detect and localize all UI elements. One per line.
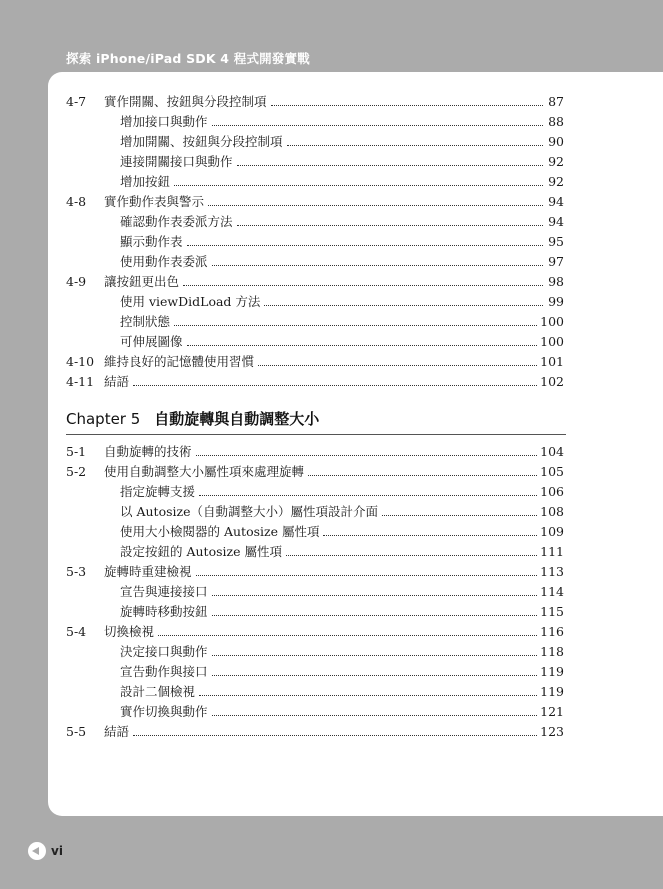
- toc-entry: [66, 658, 564, 678]
- toc-dot-leader: [287, 145, 543, 146]
- toc-entry-page: 119: [540, 683, 564, 699]
- toc-entry: [66, 718, 564, 738]
- toc-dot-leader: [237, 165, 543, 166]
- toc-entry-title: 顯示動作表: [120, 233, 183, 249]
- toc-entry-title: 使用動作表委派: [120, 253, 208, 269]
- toc-entry-number: 5-3: [66, 563, 87, 579]
- toc-entry-page: 111: [540, 543, 564, 559]
- toc-entry: [66, 438, 564, 458]
- toc-dot-leader: [158, 635, 537, 636]
- toc-entry-page: 95: [548, 233, 564, 249]
- toc-entry: [66, 368, 564, 388]
- running-header-title: 探索 iPhone/iPad SDK 4 程式開發實戰: [66, 51, 310, 66]
- toc-entry: [66, 458, 564, 478]
- toc-entry-page: 118: [540, 643, 564, 659]
- toc-entry: [66, 698, 564, 718]
- toc-dot-leader: [212, 675, 538, 676]
- toc-entry-title: 指定旋轉支援: [120, 483, 196, 499]
- toc-entry-title: 實作開關、按鈕與分段控制項: [104, 93, 267, 109]
- toc-dot-leader: [187, 245, 543, 246]
- toc-entry-number: 4-10: [66, 353, 95, 369]
- toc-entry: [66, 128, 564, 148]
- toc-entry: [66, 88, 564, 108]
- toc-section-chapter-4: [66, 88, 564, 388]
- toc-entry-number: 5-1: [66, 443, 87, 459]
- toc-dot-leader: [212, 615, 538, 616]
- toc-entry-title: 讓按鈕更出色: [104, 273, 180, 289]
- toc-entry-page: 115: [540, 603, 564, 619]
- toc-entry-title: 控制狀態: [120, 313, 171, 329]
- toc-entry: [66, 638, 564, 658]
- toc-entry: [66, 228, 564, 248]
- toc-entry-page: 87: [548, 93, 564, 109]
- toc-entry-page: 105: [540, 463, 564, 479]
- toc-dot-leader: [237, 225, 543, 226]
- toc-entry-page: 88: [548, 113, 564, 129]
- toc-entry-page: 119: [540, 663, 564, 679]
- toc-entry-title: 旋轉時重建檢視: [104, 563, 192, 579]
- toc-entry-number: 4-9: [66, 273, 87, 289]
- toc-entry-number: 4-8: [66, 193, 87, 209]
- toc-entry-page: 98: [548, 273, 564, 289]
- toc-entry-number: 5-4: [66, 623, 87, 639]
- toc-dot-leader: [264, 305, 543, 306]
- toc-entry-title: 使用自動調整大小屬性項來處理旋轉: [104, 463, 305, 479]
- page-number: vi: [51, 844, 63, 858]
- toc-entry-page: 114: [540, 583, 564, 599]
- toc-entry-page: 106: [540, 483, 564, 499]
- toc-entry: [66, 618, 564, 638]
- toc-entry-page: 94: [548, 213, 564, 229]
- toc-entry-title: 連接開關接口與動作: [120, 153, 233, 169]
- back-arrow-icon: [28, 842, 46, 860]
- toc-dot-leader: [196, 575, 538, 576]
- toc-entry: [66, 308, 564, 328]
- toc-entry-page: 109: [540, 523, 564, 539]
- toc-entry-title: 設定按鈕的 Autosize 屬性項: [120, 543, 282, 559]
- toc-dot-leader: [174, 325, 537, 326]
- toc-section-chapter-5: [66, 438, 564, 738]
- toc-entry-title: 切換檢視: [104, 623, 155, 639]
- toc-dot-leader: [271, 105, 543, 106]
- toc-entry-title: 旋轉時移動按鈕: [120, 603, 208, 619]
- toc-entry-title: 維持良好的記憶體使用習慣: [104, 353, 255, 369]
- toc-entry: [66, 598, 564, 618]
- toc-entry: [66, 558, 564, 578]
- toc-dot-leader: [382, 515, 537, 516]
- toc-entry-page: 121: [540, 703, 564, 719]
- toc-dot-leader: [133, 385, 537, 386]
- toc-entry: [66, 108, 564, 128]
- toc-entry-title: 設計二個檢視: [120, 683, 196, 699]
- toc-entry-title: 決定接口與動作: [120, 643, 208, 659]
- toc-entry-page: 108: [540, 503, 564, 519]
- toc-entry: [66, 348, 564, 368]
- toc-entry-title: 增加按鈕: [120, 173, 171, 189]
- toc-entry-number: 4-11: [66, 373, 95, 389]
- toc-entry-title: 宣告動作與接口: [120, 663, 208, 679]
- toc-entry: [66, 478, 564, 498]
- toc-entry-page: 113: [540, 563, 564, 579]
- toc-entry-title: 使用大小檢閱器的 Autosize 屬性項: [120, 523, 320, 539]
- toc-entry-page: 101: [540, 353, 564, 369]
- toc-entry-title: 實作切換與動作: [120, 703, 208, 719]
- toc-entry-page: 90: [548, 133, 564, 149]
- toc-dot-leader: [212, 655, 538, 656]
- toc-dot-leader: [212, 595, 538, 596]
- toc-entry: [66, 538, 564, 558]
- toc-entry-title: 以 Autosize（自動調整大小）屬性項設計介面: [120, 503, 378, 519]
- toc-entry: [66, 168, 564, 188]
- toc-entry-page: 102: [540, 373, 564, 389]
- toc-entry-title: 可伸展圖像: [120, 333, 183, 349]
- toc-entry: [66, 208, 564, 228]
- toc-entry-title: 自動旋轉的技術: [104, 443, 192, 459]
- toc-entry-title: 確認動作表委派方法: [120, 213, 233, 229]
- chapter-heading: [66, 408, 566, 435]
- toc-dot-leader: [183, 285, 543, 286]
- toc-dot-leader: [199, 495, 537, 496]
- toc-entry: [66, 268, 564, 288]
- toc-entry-page: 92: [548, 173, 564, 189]
- toc-dot-leader: [308, 475, 537, 476]
- chapter-title: 自動旋轉與自動調整大小: [154, 410, 320, 428]
- toc-entry-page: 100: [540, 333, 564, 349]
- toc-entry: [66, 148, 564, 168]
- toc-entry-page: 123: [540, 723, 564, 739]
- toc-dot-leader: [196, 455, 538, 456]
- toc-dot-leader: [212, 265, 543, 266]
- toc-entry-number: 4-7: [66, 93, 87, 109]
- toc-entry: [66, 578, 564, 598]
- toc-entry-page: 116: [540, 623, 564, 639]
- toc-entry-page: 94: [548, 193, 564, 209]
- toc-entry-title: 增加開關、按鈕與分段控制項: [120, 133, 283, 149]
- toc-entry: [66, 288, 564, 308]
- toc-dot-leader: [258, 365, 537, 366]
- toc-dot-leader: [208, 205, 543, 206]
- toc-entry-title: 宣告與連接接口: [120, 583, 208, 599]
- toc-entry: [66, 678, 564, 698]
- toc-dot-leader: [212, 125, 543, 126]
- toc-entry-page: 100: [540, 313, 564, 329]
- page-footer: [28, 842, 63, 860]
- toc-entry: [66, 248, 564, 268]
- toc-entry: [66, 328, 564, 348]
- toc-dot-leader: [286, 555, 537, 556]
- toc-entry-page: 99: [548, 293, 564, 309]
- toc-entry-title: 增加接口與動作: [120, 113, 208, 129]
- toc-dot-leader: [212, 715, 538, 716]
- chapter-label: Chapter 5: [66, 410, 141, 428]
- toc-dot-leader: [323, 535, 537, 536]
- toc-dot-leader: [187, 345, 538, 346]
- toc-dot-leader: [174, 185, 543, 186]
- toc-entry: [66, 518, 564, 538]
- toc-entry: [66, 188, 564, 208]
- toc-entry-number: 5-5: [66, 723, 87, 739]
- toc-dot-leader: [133, 735, 537, 736]
- toc-entry-title: 結語: [104, 723, 130, 739]
- toc-entry-title: 實作動作表與警示: [104, 193, 205, 209]
- toc-entry-title: 結語: [104, 373, 130, 389]
- toc-entry-title: 使用 viewDidLoad 方法: [120, 293, 261, 309]
- toc-dot-leader: [199, 695, 537, 696]
- toc-entry: [66, 498, 564, 518]
- toc-entry-page: 104: [540, 443, 564, 459]
- toc-entry-page: 92: [548, 153, 564, 169]
- toc-entry-page: 97: [548, 253, 564, 269]
- toc-entry-number: 5-2: [66, 463, 87, 479]
